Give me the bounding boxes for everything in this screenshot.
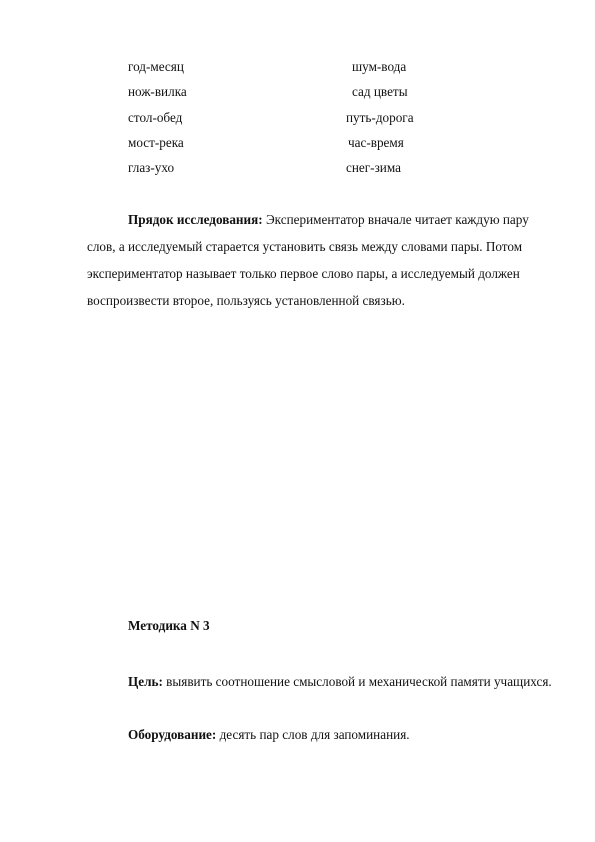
procedure-paragraph (87, 206, 559, 314)
word-pair-left-3: стол-обед (128, 110, 183, 125)
word-pair-right-1: шум-вода (352, 59, 407, 74)
word-pair-left-5: глаз-ухо (128, 160, 175, 175)
word-pair-right-4: час-время (348, 135, 404, 150)
equipment-label: Оборудование: (128, 727, 217, 742)
word-pair-left-1: год-месяц (128, 59, 184, 74)
equipment-text: десять пар слов для запоминания. (216, 727, 410, 742)
procedure-text: Экспериментатор вначале читает каждую пару слов, а исследуемый старается установить связь между словами пары. Потом экспериментатор называет только первое слово пары, а исследуемый должен воспроизвести второе, пользуясь установленной связью. (87, 212, 529, 308)
word-pair-left-2: нож-вилка (128, 84, 187, 99)
word-pair-right-3: путь-дорога (346, 110, 414, 125)
word-pair-right-2: сад цветы (352, 84, 408, 99)
word-pair-right-5: снег-зима (346, 160, 401, 175)
goal-paragraph (87, 668, 559, 695)
equipment-paragraph (87, 721, 559, 748)
word-pair-left-4: мост-река (128, 135, 184, 150)
goal-label: Цель: (128, 674, 163, 689)
method-title: Методика N 3 (128, 618, 210, 633)
goal-text: выявить соотношение смысловой и механической памяти учащихся. (162, 674, 552, 689)
procedure-label: Прядок исследования: (128, 212, 263, 227)
